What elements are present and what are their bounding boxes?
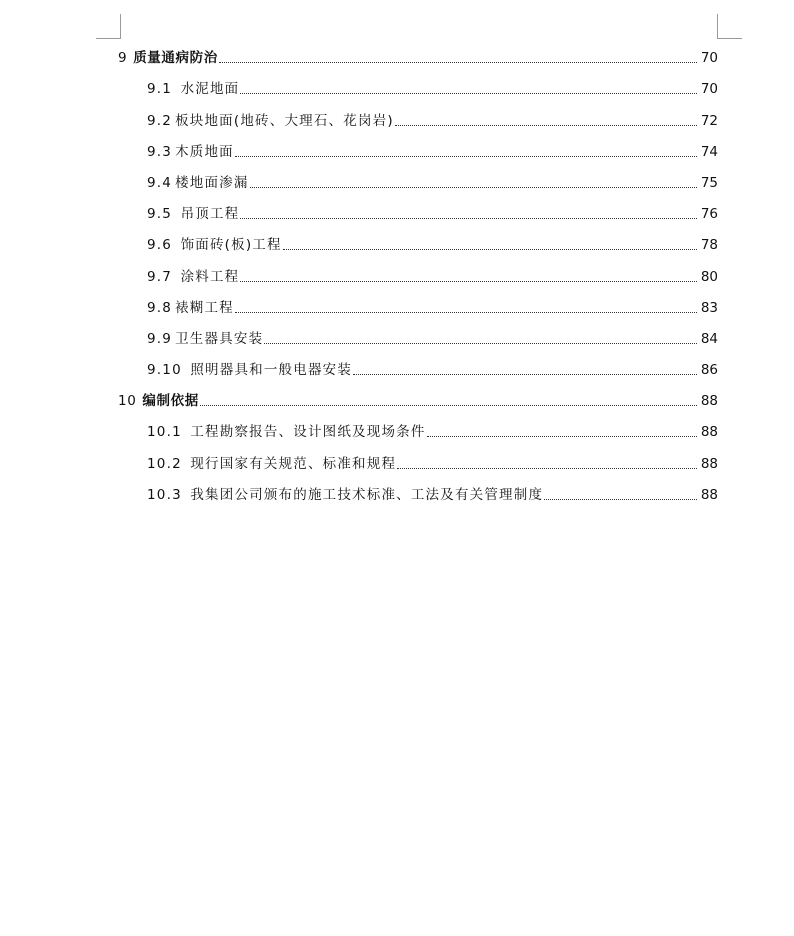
toc-entry-title: 木质地面 [175,143,234,160]
toc-dot-leader [544,499,697,500]
toc-page-number: 80 [700,268,718,285]
toc-entry-number: 9 [118,50,128,67]
toc-entry-title: 现行国家有关规范、标准和规程 [184,455,397,472]
toc-dot-leader [200,405,697,406]
toc-entry-label [147,331,263,347]
toc-entry[interactable] [118,322,718,353]
toc-entry-title: 裱糊工程 [175,299,234,316]
toc-entry-number: 10.3 [147,486,182,503]
toc-entry-label [147,424,426,440]
toc-entry-label [147,237,282,253]
toc-entry-title: 饰面砖(板)工程 [175,237,282,254]
toc-entry-label [147,269,239,285]
toc-entry-title: 吊顶工程 [175,206,240,223]
toc-entry-title: 楼地面渗漏 [175,174,249,191]
toc-entry-label [118,50,218,66]
toc-entry[interactable] [118,197,718,228]
toc-entry[interactable] [118,384,718,415]
toc-entry-number: 9.1 [147,81,173,98]
toc-page-number: 70 [700,50,718,67]
toc-entry[interactable] [118,291,718,322]
toc-entry-title: 质量通病防治 [133,50,218,67]
toc-entry-number: 10.2 [147,455,182,472]
toc-page-number: 75 [700,174,718,191]
toc-dot-leader [219,62,697,63]
toc-entry-title: 涂料工程 [175,268,240,285]
toc-entry-number: 10.1 [147,424,182,441]
toc-dot-leader [427,436,697,437]
toc-entry-number: 9.3 [147,143,173,160]
toc-entry-number: 9.6 [147,237,173,254]
toc-entry-title: 板块地面(地砖、大理石、花岗岩) [175,112,394,129]
toc-entry-number: 9.2 [147,112,173,129]
toc-page-number: 70 [700,81,718,98]
toc-entry[interactable] [118,166,718,197]
toc-entry-title: 卫生器具安装 [175,330,264,347]
toc-dot-leader [353,374,697,375]
toc-entry-label [147,362,352,378]
toc-page-number: 86 [700,362,718,379]
toc-dot-leader [235,156,697,157]
toc-entry-label [147,81,239,97]
toc-entry[interactable] [118,259,718,290]
toc-page-number: 76 [700,206,718,223]
toc-dot-leader [397,468,697,469]
toc-entry[interactable] [118,478,718,509]
toc-entry-label [118,393,199,409]
margin-corner-mark-left [96,14,121,39]
toc-dot-leader [264,343,697,344]
toc-page-number: 74 [700,143,718,160]
toc-dot-leader [283,249,697,250]
toc-entry-number: 10 [118,393,137,410]
toc-entry-label [147,175,249,191]
toc-entry-number: 9.7 [147,268,173,285]
toc-page-number: 88 [700,455,718,472]
toc-entry-label [147,113,394,129]
toc-entry-number: 9.10 [147,362,182,379]
toc-dot-leader [235,312,697,313]
toc-dot-leader [240,93,697,94]
toc-dot-leader [240,281,697,282]
toc-entry-label [147,206,239,222]
toc-page-number: 72 [700,112,718,129]
toc-entry[interactable] [118,103,718,134]
toc-page-number: 78 [700,237,718,254]
toc-entry-number: 9.9 [147,330,173,347]
toc-entry[interactable] [118,415,718,446]
toc-page-number: 88 [700,393,718,410]
toc-entry-number: 9.8 [147,299,173,316]
toc-entry[interactable] [118,446,718,477]
toc-entry-label [147,487,543,503]
toc-entry-label [147,300,234,316]
toc-entry-number: 9.4 [147,174,173,191]
toc-entry-title: 工程勘察报告、设计图纸及现场条件 [184,424,426,441]
toc-entry[interactable] [118,228,718,259]
toc-dot-leader [395,125,697,126]
toc-entry[interactable] [118,353,718,384]
toc-entry-title: 我集团公司颁布的施工技术标准、工法及有关管理制度 [184,486,544,503]
toc-entry-label [147,144,234,160]
table-of-contents [118,41,718,509]
toc-page-number: 83 [700,299,718,316]
margin-corner-mark-right [717,14,742,39]
toc-page-number: 84 [700,330,718,347]
toc-entry-number: 9.5 [147,206,173,223]
toc-dot-leader [250,187,697,188]
toc-entry-title: 水泥地面 [175,81,240,98]
toc-entry-title: 编制依据 [142,393,199,410]
toc-entry[interactable] [118,135,718,166]
toc-entry[interactable] [118,72,718,103]
toc-page-number: 88 [700,486,718,503]
toc-page-number: 88 [700,424,718,441]
toc-dot-leader [240,218,697,219]
toc-entry-title: 照明器具和一般电器安装 [184,362,353,379]
toc-entry[interactable] [118,41,718,72]
toc-entry-label [147,456,396,472]
